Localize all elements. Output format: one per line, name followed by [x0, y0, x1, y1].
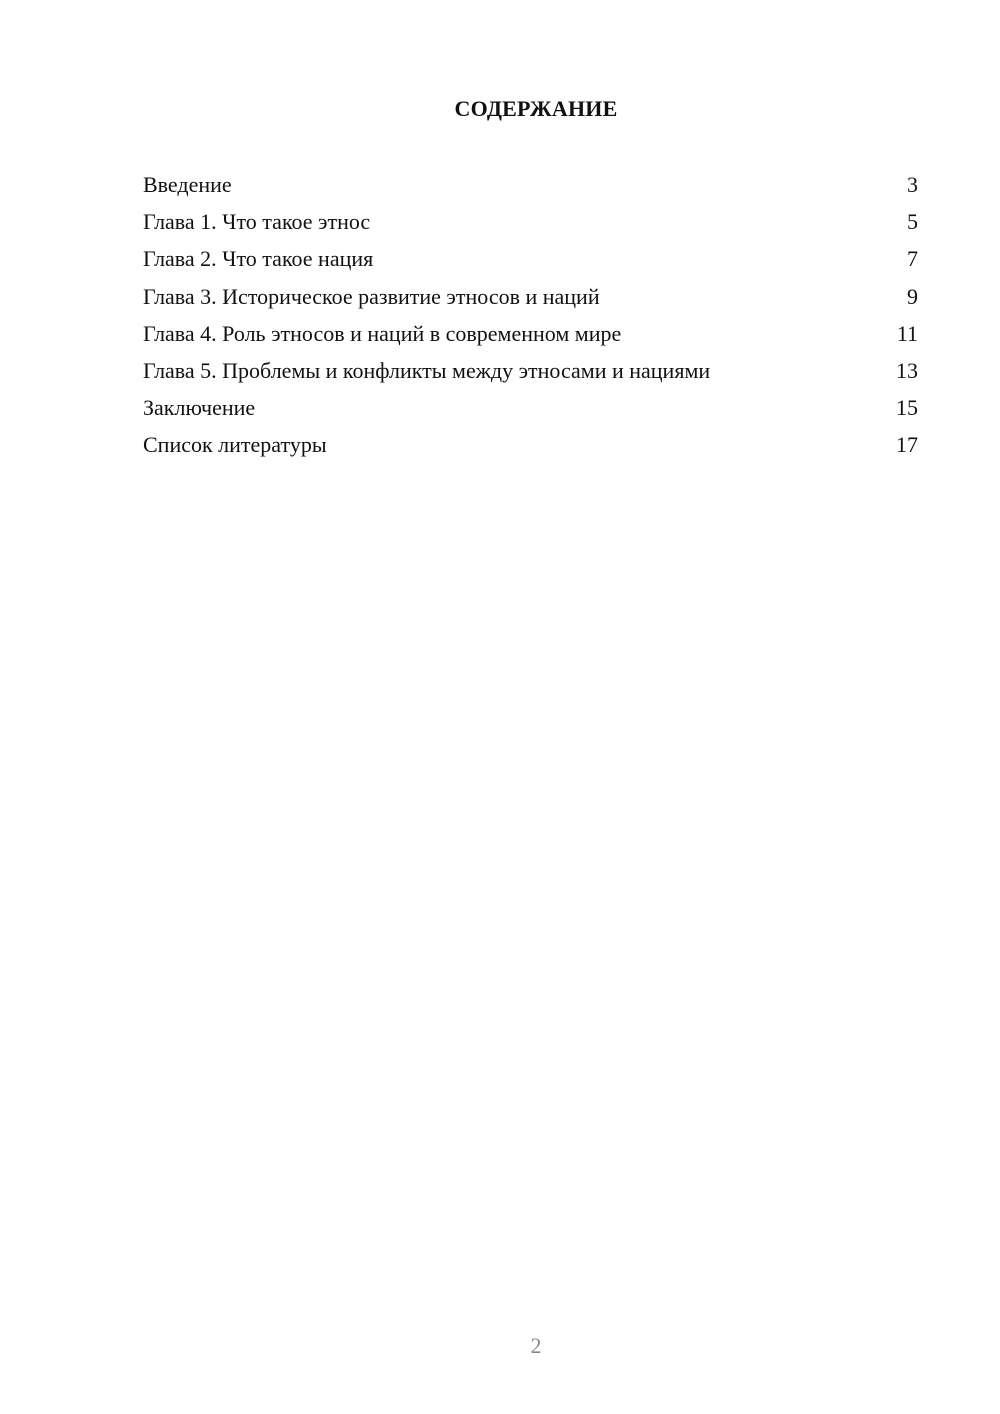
toc-entry-chapter-4 — [143, 318, 918, 355]
toc-entry-label: Глава 1. Что такое этнос — [143, 209, 371, 235]
toc-entry-chapter-1 — [143, 206, 918, 243]
toc-entry-page-number: 17 — [896, 432, 918, 458]
toc-entry-chapter-5 — [143, 355, 918, 392]
toc-entry-page-number: 3 — [907, 172, 918, 197]
toc-entry-page-number: 13 — [896, 357, 918, 383]
toc-entry-label: Заключение — [143, 395, 256, 421]
toc-entry-label: Глава 5. Проблемы и конфликты между этносами и нациями — [143, 357, 711, 383]
table-of-contents — [143, 169, 918, 467]
toc-entry-conclusion — [143, 392, 918, 429]
toc-entry-page-number: 11 — [896, 320, 918, 346]
toc-entry-page-number: 9 — [907, 283, 918, 309]
toc-entry-introduction — [143, 169, 918, 206]
toc-entry-label: Глава 3. Историческое развитие этносов и наций — [143, 283, 600, 309]
toc-entry-chapter-3 — [143, 281, 918, 318]
toc-entry-chapter-2 — [143, 243, 918, 280]
toc-entry-bibliography — [143, 429, 918, 466]
toc-entry-label: Глава 2. Что такое нация — [143, 246, 374, 272]
page-number: 2 — [530, 1333, 542, 1358]
toc-entry-label: Список литературы — [143, 432, 327, 458]
toc-entry-page-number: 5 — [907, 209, 918, 235]
toc-entry-page-number: 7 — [907, 246, 918, 272]
toc-entry-label: Введение — [143, 172, 232, 197]
page-title: СОДЕРЖАНИЕ — [454, 96, 618, 121]
toc-entry-label: Глава 4. Роль этносов и наций в современном мире — [143, 320, 622, 346]
toc-entry-page-number: 15 — [896, 395, 918, 421]
